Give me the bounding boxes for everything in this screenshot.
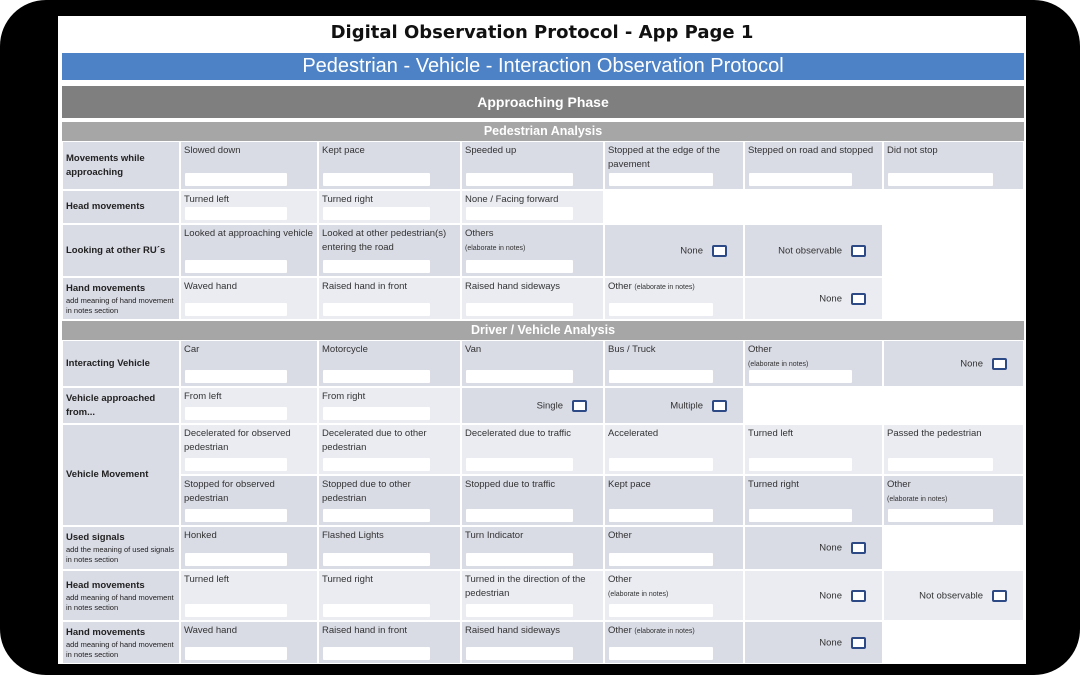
option-stopped-other-pedestrian[interactable] [318,475,461,526]
option-field[interactable] [323,458,430,471]
row-label-interacting-vehicle [62,340,180,387]
option-field[interactable] [888,509,993,522]
phase-header: Approaching Phase [62,86,1024,118]
option-label: Others [465,228,494,239]
option-label: Looked at approaching vehicle [184,228,313,239]
row-label-text: Hand movements [66,626,146,638]
checkbox-label: None [960,358,983,369]
checkbox-none[interactable] [744,570,883,621]
row-label-approached-from [62,387,180,424]
option-other[interactable] [604,277,744,320]
checkbox-label: Multiple [670,400,703,411]
option-speeded-up[interactable] [461,141,604,190]
option-stopped-edge[interactable] [604,141,744,190]
row-label-text: Used signals [66,532,125,543]
option-label: None / Facing forward [465,194,559,205]
checkbox-label: Single [536,400,563,411]
option-label: Turned left [748,428,794,439]
option-field[interactable] [185,604,287,617]
checkbox-none[interactable] [744,526,883,570]
checkbox-label: Not observable [919,590,983,601]
option-label: Kept pace [608,479,651,490]
option-field[interactable] [323,647,430,660]
option-label: Decelerated for observed pedestrian [184,428,291,453]
option-field[interactable] [749,370,852,383]
option-field[interactable] [609,370,713,383]
option-field[interactable] [466,509,573,522]
option-facing-forward[interactable] [461,190,604,224]
option-field[interactable] [185,553,287,566]
option-decelerated-other-pedestrian[interactable] [318,424,461,475]
checkbox-icon[interactable] [712,245,727,257]
option-field[interactable] [185,458,287,471]
option-turned-right[interactable] [744,475,883,526]
option-label: Bus / Truck [608,344,656,355]
option-turned-left[interactable] [180,190,318,224]
row-label-sub: add meaning of hand movement in notes section [66,295,174,315]
option-note: (elaborate in notes) [465,245,526,252]
option-turn-indicator[interactable] [461,526,604,570]
option-label: Kept pace [322,145,365,156]
option-field[interactable] [609,553,713,566]
option-other[interactable] [604,570,744,621]
option-waved-hand[interactable] [180,277,318,320]
checkbox-label: None [680,245,703,256]
row-label-text: Interacting Vehicle [66,357,150,369]
option-field[interactable] [323,553,430,566]
option-label: Turned in the direction of the pedestrian [465,574,586,599]
option-field[interactable] [466,647,573,660]
option-label: Stepped on road and stopped [748,145,874,156]
option-field[interactable] [185,407,287,420]
option-raised-hand-sideways[interactable] [461,277,604,320]
option-label: Slowed down [184,145,241,156]
option-label: Raised hand in front [322,625,408,636]
option-field[interactable] [888,173,993,186]
option-note: (elaborate in notes) [634,284,695,291]
option-field[interactable] [185,370,287,383]
option-looked-at-pedestrian[interactable] [318,224,461,277]
checkbox-multiple[interactable] [604,387,744,424]
option-label: Decelerated due to traffic [465,428,571,439]
option-label: Motorcycle [322,344,368,355]
option-label: Honked [184,530,217,541]
option-field[interactable] [466,260,573,273]
checkbox-icon[interactable] [851,293,866,305]
checkbox-icon[interactable] [851,542,866,554]
option-other[interactable] [604,621,744,664]
option-other[interactable] [744,340,883,387]
option-field[interactable] [609,647,713,660]
option-label: Stopped at the edge of the pavement [608,145,720,170]
option-field[interactable] [609,604,713,617]
row-label-text: Looking at other RU´s [66,244,166,256]
option-field[interactable] [466,604,573,617]
checkbox-none[interactable] [744,277,883,320]
option-stepped-on-road[interactable] [744,141,883,190]
option-other[interactable] [883,475,1024,526]
checkbox-label: None [819,637,842,648]
checkbox-icon[interactable] [992,590,1007,602]
option-field[interactable] [749,458,852,471]
option-label: Waved hand [184,625,237,636]
checkbox-icon[interactable] [992,358,1007,370]
row-label-head-movements [62,190,180,224]
option-field[interactable] [323,370,430,383]
option-field[interactable] [888,458,993,471]
option-note: (elaborate in notes) [887,496,948,503]
option-label: Other [748,344,772,355]
option-stopped-for-pedestrian[interactable] [180,475,318,526]
option-bus-truck[interactable] [604,340,744,387]
checkbox-icon[interactable] [851,245,866,257]
option-from-right[interactable] [318,387,461,424]
option-label: Other [608,625,632,636]
app-screen [58,16,1026,664]
option-label: Raised hand in front [322,281,408,292]
option-field[interactable] [749,509,852,522]
checkbox-label: Not observable [778,245,842,256]
option-turned-left[interactable] [180,570,318,621]
option-note: (elaborate in notes) [608,591,669,598]
row-label-looking [62,224,180,277]
option-field[interactable] [749,173,852,186]
option-label: Speeded up [465,145,517,156]
checkbox-label: None [819,590,842,601]
checkbox-single[interactable] [461,387,604,424]
option-field[interactable] [466,303,573,316]
page-title: Digital Observation Protocol - App Page 1 [330,22,754,43]
pedestrian-section-header: Pedestrian Analysis [62,122,1024,141]
option-decelerated-traffic[interactable] [461,424,604,475]
option-turned-right[interactable] [318,190,461,224]
option-label: Turned right [748,479,799,490]
option-label: Did not stop [887,145,938,156]
option-motorcycle[interactable] [318,340,461,387]
row-label-driver-head-movements [62,570,180,621]
option-field[interactable] [323,303,430,316]
option-field[interactable] [609,509,713,522]
option-raised-hand-front[interactable] [318,621,461,664]
row-label-used-signals [62,526,180,570]
row-label-sub: add meaning of hand movement in notes section [66,639,174,659]
option-label: Stopped due to traffic [465,479,556,490]
option-label: From right [322,391,366,402]
row-label-text: Head movements [66,201,145,212]
option-label: Turn Indicator [465,530,524,541]
option-label: Stopped for observed pedestrian [184,479,275,504]
checkbox-icon[interactable] [572,400,587,412]
checkbox-not-observable[interactable] [744,224,883,277]
option-label: Car [184,344,200,355]
option-label: Other [887,479,911,490]
option-field[interactable] [185,647,287,660]
option-note: (elaborate in notes) [634,628,695,635]
option-field[interactable] [323,509,430,522]
option-label: Turned right [322,574,373,585]
option-from-left[interactable] [180,387,318,424]
option-others[interactable] [461,224,604,277]
option-label: Raised hand sideways [465,625,561,636]
option-field[interactable] [185,173,287,186]
option-field[interactable] [185,303,287,316]
option-waved-hand[interactable] [180,621,318,664]
option-turned-right[interactable] [318,570,461,621]
option-label: Decelerated due to other pedestrian [322,428,427,453]
option-label: Passed the pedestrian [887,428,982,439]
row-label-movements [62,141,180,190]
option-field[interactable] [609,173,713,186]
option-passed-pedestrian[interactable] [883,424,1024,475]
option-field[interactable] [466,458,573,471]
option-stopped-traffic[interactable] [461,475,604,526]
option-accelerated[interactable] [604,424,744,475]
option-label: Other [608,530,632,541]
option-looked-at-vehicle[interactable] [180,224,318,277]
driver-section-header: Driver / Vehicle Analysis [62,321,1024,340]
option-van[interactable] [461,340,604,387]
checkbox-icon[interactable] [851,590,866,602]
option-kept-pace[interactable] [604,475,744,526]
option-field[interactable] [185,509,287,522]
checkbox-label: None [819,293,842,304]
option-label: Turned right [322,194,373,205]
checkbox-none[interactable] [883,340,1024,387]
row-label-sub: add meaning of hand movement in notes section [66,592,174,612]
row-label-text: Vehicle Movement [66,469,149,480]
checkbox-label: None [819,542,842,554]
row-label-text: Movements while approaching [66,152,145,178]
option-field[interactable] [466,553,573,566]
option-field[interactable] [323,407,430,420]
option-field[interactable] [323,173,430,186]
option-label: Raised hand sideways [465,281,561,292]
row-label-text: Vehicle approached from... [66,392,156,418]
option-label: From left [184,391,222,402]
option-flashed-lights[interactable] [318,526,461,570]
option-turned-direction-pedestrian[interactable] [461,570,604,621]
option-label: Turned left [184,194,230,205]
option-turned-left[interactable] [744,424,883,475]
checkbox-icon[interactable] [712,400,727,412]
option-field[interactable] [185,207,287,220]
option-label: Other [608,281,632,292]
option-field[interactable] [466,207,573,220]
row-label-driver-hand-movements [62,621,180,664]
option-did-not-stop[interactable] [883,141,1024,190]
option-field[interactable] [466,370,573,383]
option-car[interactable] [180,340,318,387]
option-field[interactable] [323,207,430,220]
checkbox-icon[interactable] [851,637,866,649]
option-label: Van [465,344,482,355]
option-field[interactable] [466,173,573,186]
option-note: (elaborate in notes) [748,361,809,368]
option-label: Waved hand [184,281,237,292]
option-slowed-down[interactable] [180,141,318,190]
option-other[interactable] [604,526,744,570]
row-label-sub: add the meaning of used signals in notes section [66,545,174,564]
row-label-text: Hand movements [66,282,146,294]
option-label: Turned left [184,574,230,585]
protocol-title-banner: Pedestrian - Vehicle - Interaction Observation Protocol [62,53,1024,80]
option-label: Looked at other pedestrian(s) entering the road [322,228,447,253]
checkbox-none[interactable] [744,621,883,664]
option-label: Accelerated [608,428,659,439]
option-field[interactable] [185,260,287,273]
row-label-vehicle-movement [62,424,180,526]
option-field[interactable] [323,260,430,273]
checkbox-none[interactable] [604,224,744,277]
option-kept-pace[interactable] [318,141,461,190]
option-label: Flashed Lights [322,530,384,541]
checkbox-not-observable[interactable] [883,570,1024,621]
option-raised-hand-sideways[interactable] [461,621,604,664]
option-raised-hand-front[interactable] [318,277,461,320]
row-label-text: Head movements [66,579,145,591]
option-label: Stopped due to other pedestrian [322,479,411,504]
option-label: Other [608,574,632,585]
option-honked[interactable] [180,526,318,570]
option-field[interactable] [609,458,713,471]
option-field[interactable] [323,604,430,617]
option-decelerated-for-pedestrian[interactable] [180,424,318,475]
row-label-hand-movements [62,277,180,320]
option-field[interactable] [609,303,713,316]
